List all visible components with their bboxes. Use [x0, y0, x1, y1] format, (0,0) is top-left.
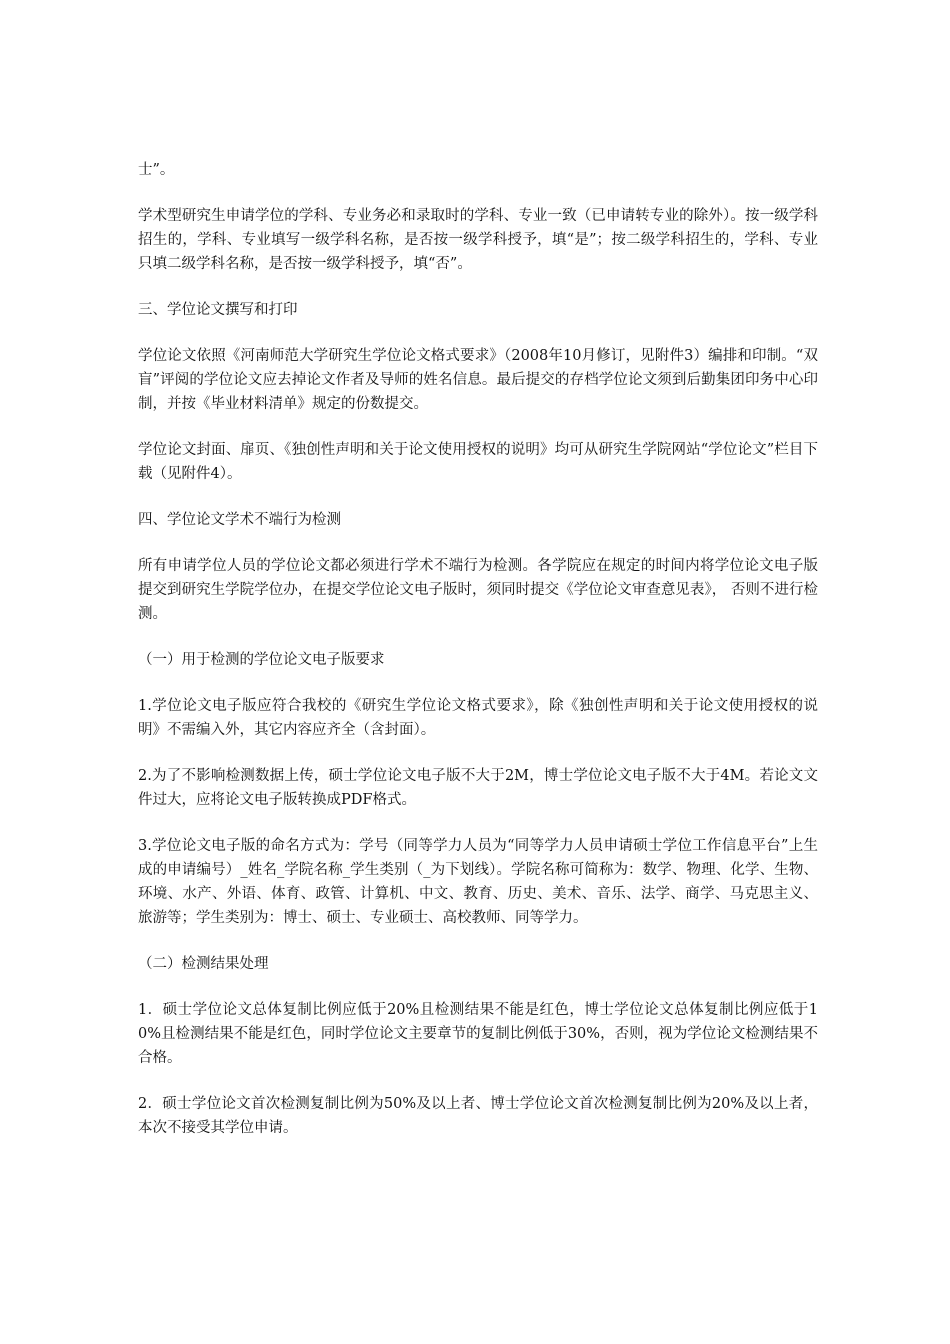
section-heading-plagiarism-check: 四、学位论文学术不端行为检测	[138, 512, 341, 528]
paragraph-discipline-rules: 学术型研究生申请学位的学科、专业务必和录取时的学科、专业一致（已申请转专业的除外）。按一级学科招生的，学科、专业填写一级学科名称，是否按一级学科授予，填“是”；按二级学科招生的，学科、专业只填二级学科名称，是否按一级学科授予，填“否”。	[138, 208, 818, 272]
section-heading-thesis-writing: 三、学位论文撰写和打印	[138, 302, 298, 318]
paragraph-continuation: 士”。	[138, 162, 175, 178]
paragraph-requirement-1: 1.学位论文电子版应符合我校的《研究生学位论文格式要求》，除《独创性声明和关于论文使用授权的说明》不需编入外，其它内容应齐全（含封面）。	[138, 698, 818, 738]
document-page	[138, 158, 818, 1162]
subsection-heading-result-handling: （二）检测结果处理	[138, 956, 269, 972]
paragraph-plagiarism-submission: 所有申请学位人员的学位论文都必须进行学术不端行为检测。各学院应在规定的时间内将学位论文电子版提交到研究生学院学位办，在提交学位论文电子版时，须同时提交《学位论文审查意见表》， 否则不进行检测。	[138, 558, 818, 622]
paragraph-result-2: 2．硕士学位论文首次检测复制比例为50%及以上者、博士学位论文首次检测复制比例为20%及以上者，本次不接受其学位申请。	[138, 1096, 818, 1136]
paragraph-thesis-downloads: 学位论文封面、扉页、《独创性声明和关于论文使用授权的说明》均可从研究生学院网站“学位论文”栏目下载（见附件4）。	[138, 442, 818, 482]
paragraph-result-1: 1．硕士学位论文总体复制比例应低于20%且检测结果不能是红色，博士学位论文总体复制比例应低于10%且检测结果不能是红色，同时学位论文主要章节的复制比例低于30%，否则，视为学位论文检测结果不合格。	[138, 1002, 818, 1066]
paragraph-requirement-3: 3.学位论文电子版的命名方式为：学号（同等学力人员为“同等学力人员申请硕士学位工作信息平台”上生成的申请编号）_姓名_学院名称_学生类别（_为下划线）。学院名称可简称为：数学、物理、化学、生物、环境、水产、外语、体育、政管、计算机、中文、教育、历史、美术、音乐、法学、商学、马克思主义、旅游等；学生类别为：博士、硕士、专业硕士、高校教师、同等学力。	[138, 838, 818, 926]
subsection-heading-electronic-requirements: （一）用于检测的学位论文电子版要求	[138, 652, 385, 668]
paragraph-requirement-2: 2.为了不影响检测数据上传，硕士学位论文电子版不大于2M，博士学位论文电子版不大于4M。若论文文件过大，应将论文电子版转换成PDF格式。	[138, 768, 818, 808]
paragraph-thesis-format: 学位论文依照《河南师范大学研究生学位论文格式要求》（2008年10月修订，见附件3）编排和印制。“双盲”评阅的学位论文应去掉论文作者及导师的姓名信息。最后提交的存档学位论文须到后勤集团印务中心印制，并按《毕业材料清单》规定的份数提交。	[138, 348, 818, 412]
